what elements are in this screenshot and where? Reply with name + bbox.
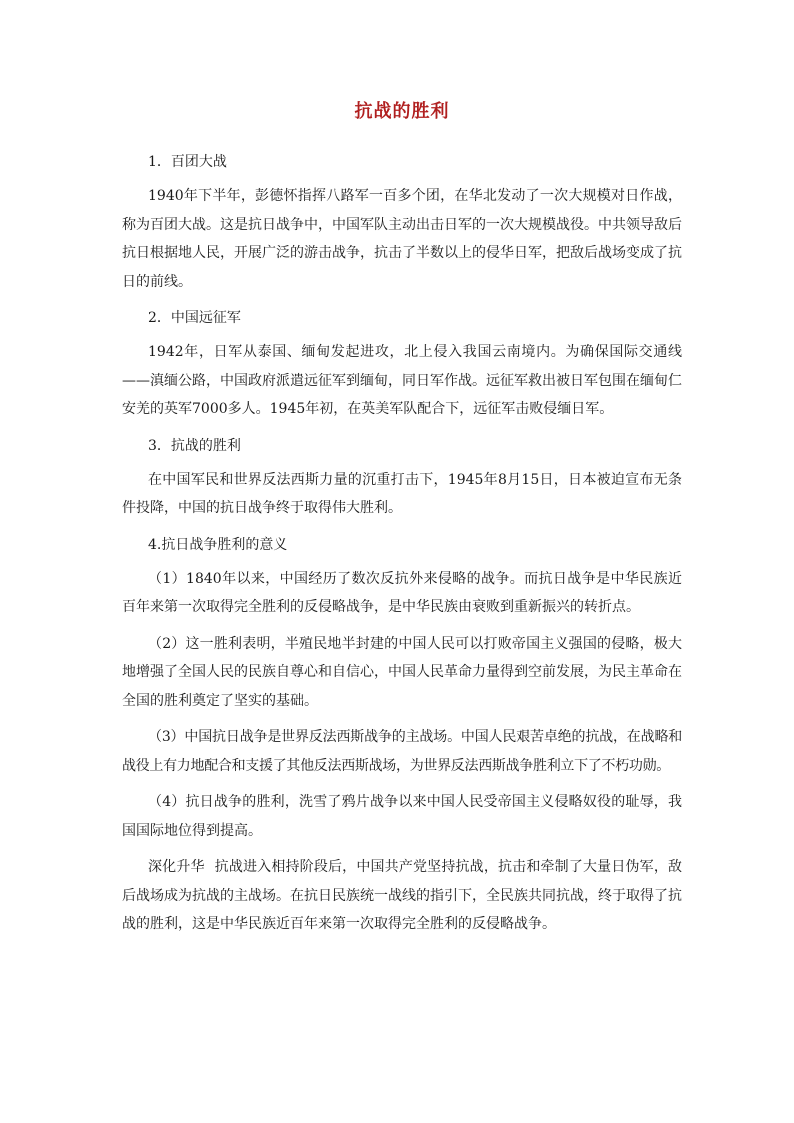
- summary-text: 抗战进入相持阶段后，中国共产党坚持抗战，抗击和牵制了大量日伪军，敌后战场成为抗战的主战场。在抗日民族统一战线的指引下，全民族共同抗战，终于取得了抗战的胜利，这是中华民族近百年来第一次取得完全胜利的反侵略战争。: [122, 859, 683, 932]
- section-significance: [122, 531, 682, 846]
- summary-label: 深化升华: [148, 859, 205, 875]
- document-page: [122, 96, 682, 947]
- significance-point-3: （3）中国抗日战争是世界反法西斯战争的主战场。中国人民艰苦卓绝的抗战，在战略和战役上有力地配合和支援了其他反法西斯战场，为世界反法西斯战争胜利立下了不朽功勋。: [122, 729, 682, 774]
- section-victory: [122, 432, 682, 523]
- section-paragraph: 1942年，日军从泰国、缅甸发起进攻，北上侵入我国云南境内。为确保国际交通线——滇缅公路，中国政府派遣远征军到缅甸，同日军作战。远征军救出被日军包围在缅甸仁安羌的英军7000多人。1945年初，在英美军队配合下，远征军击败侵缅日军。: [122, 344, 682, 417]
- section-heading: 4.抗日战争胜利的意义: [148, 536, 288, 553]
- section-heading: 2．中国远征军: [148, 310, 241, 326]
- section-hundred-regiments: [122, 148, 682, 296]
- significance-point-1: （1）1840年以来，中国经历了数次反抗外来侵略的战争。而抗日战争是中华民族近百年来第一次取得完全胜利的反侵略战争，是中华民族由衰败到重新振兴的转折点。: [122, 570, 682, 615]
- section-expeditionary-force: [122, 304, 682, 424]
- section-heading: 3．抗战的胜利: [148, 437, 241, 454]
- document-title: 抗战的胜利: [354, 101, 450, 122]
- significance-point-4: （4）抗日战争的胜利，洗雪了鸦片战争以来中国人民受帝国主义侵略奴役的耻辱，我国国际地位得到提高。: [122, 794, 682, 839]
- significance-point-2: （2）这一胜利表明，半殖民地半封建的中国人民可以打败帝国主义强国的侵略，极大地增强了全国人民的民族自尊心和自信心，中国人民革命力量得到空前发展，为民主革命在全国的胜利奠定了坚实的基础。: [122, 635, 682, 709]
- summary-paragraph: [122, 853, 682, 939]
- section-paragraph: 在中国军民和世界反法西斯力量的沉重打击下，1945年8月15日，日本被迫宣布无条件投降，中国的抗日战争终于取得伟大胜利。: [122, 471, 682, 516]
- section-paragraph: 1940年下半年，彭德怀指挥八路军一百多个团，在华北发动了一次大规模对日作战，称为百团大战。这是抗日战争中，中国军队主动出击日军的一次大规模战役。中共领导敌后抗日根据地人民，开展广泛的游击战争，抗击了半数以上的侵华日军，把敌后战场变成了抗日的前线。: [122, 188, 682, 290]
- section-heading: 1．百团大战: [148, 154, 227, 170]
